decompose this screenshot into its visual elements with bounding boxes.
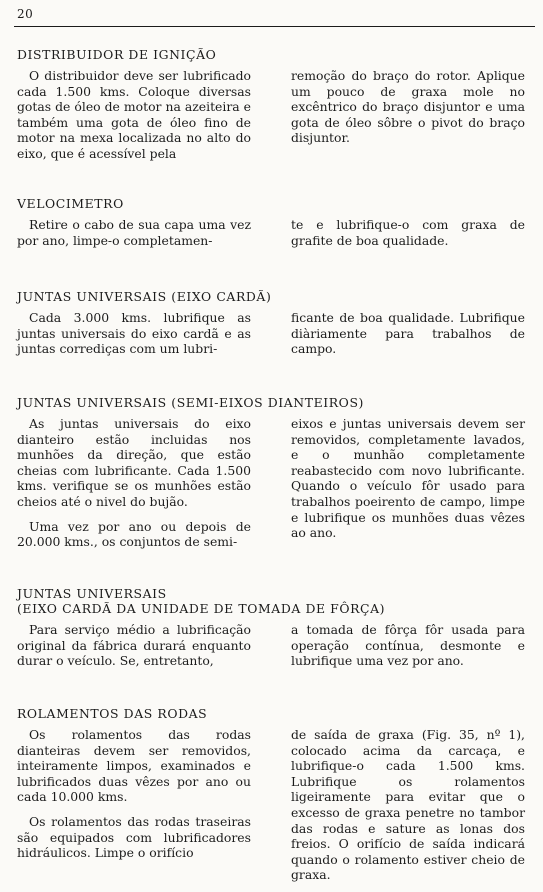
section-title: JUNTAS UNIVERSAIS (SEMI-EIXOS DIANTEIROS) (17, 395, 364, 410)
right-column (291, 310, 525, 366)
paragraph: Retire o cabo de sua capa uma vez por ano, limpe-o completamen- (17, 217, 251, 248)
right-column (291, 68, 525, 171)
left-column (17, 310, 251, 366)
right-column (291, 622, 525, 678)
section-title: ROLAMENTOS DAS RODAS (17, 706, 208, 721)
paragraph: O distribuidor deve ser lubrificado cada 1.500 kms. Coloque diversas gotas de óleo de motor na azeiteira e também uma gota de óleo fino de motor na mexa localizada no alto do eixo, que é acessível pela (17, 68, 251, 161)
paragraph: de saída de graxa (Fig. 35, nº 1), colocado acima da carcaça, e lubrifique-o cada 1.500 kms. Lubrifique os rolamentos ligeiramente para evitar que o excesso de graxa penetre no tambor das rodas e sature as lonas dos freios. O orifício de saída indicará quando o rolamento estiver cheio de graxa. (291, 727, 525, 883)
section-juntas-tomada-forca (17, 586, 525, 678)
top-rule (14, 26, 535, 27)
section-title: DISTRIBUIDOR DE IGNIÇÃO (17, 47, 217, 62)
section-title: JUNTAS UNIVERSAIS (EIXO CARDÃ) (17, 289, 272, 304)
paragraph: te e lubrifique-o com graxa de grafite de boa qualidade. (291, 217, 525, 248)
section-title: VELOCIMETRO (17, 196, 124, 211)
section-rolamentos-rodas (17, 706, 525, 892)
paragraph: Os rolamentos das rodas dianteiras devem ser removidos, inteiramente limpos, examinados e lubrificados duas vêzes por ano ou cada 10.000 kms. (17, 727, 251, 805)
left-column (17, 68, 251, 171)
paragraph: As juntas universais do eixo dianteiro estão incluidas nos munhões da direção, que estão cheias com lubrificante. Cada 1.500 kms. verifique se os munhões estão cheios até o nivel do bujão. (17, 416, 251, 509)
left-column (17, 217, 251, 257)
section-juntas-cardan (17, 289, 525, 366)
left-column (17, 416, 251, 559)
page-number: 20 (17, 7, 34, 21)
section-velocimetro (17, 196, 525, 257)
paragraph: eixos e juntas universais devem ser removidos, completamente lavados, e o munhão completamente reabastecido com novo lubrificante. Quando o veículo fôr usado para trabalhos poeirento de campo, limpe e lubrifique os munhões duas vêzes ao ano. (291, 416, 525, 541)
paragraph: Cada 3.000 kms. lubrifique as juntas universais do eixo cardã e as juntas corrediças com um lubri- (17, 310, 251, 357)
paragraph: Os rolamentos das rodas traseiras são equipados com lubrificadores hidráulicos. Limpe o orifício (17, 813, 251, 861)
section-juntas-semi-eixos (17, 395, 525, 559)
left-column (17, 622, 251, 678)
paragraph: ficante de boa qualidade. Lubrifique diàriamente para trabalhos de campo. (291, 310, 525, 357)
paragraph: Para serviço médio a lubrificação original da fábrica durará enquanto durar o veículo. Se, entretanto, (17, 622, 251, 669)
right-column (291, 217, 525, 257)
section-distribuidor (17, 47, 525, 171)
right-column (291, 416, 525, 559)
right-column (291, 727, 525, 892)
paragraph: a tomada de fôrça fôr usada para operação contínua, desmonte e lubrifique uma vez por ano. (291, 622, 525, 669)
paragraph: remoção do braço do rotor. Aplique um pouco de graxa mole no excêntrico do braço disjuntor e uma gota de óleo sôbre o pivot do braço disjuntor. (291, 68, 525, 146)
left-column (17, 727, 251, 892)
section-subtitle: (EIXO CARDÃ DA UNIDADE DE TOMADA DE FÔRÇA) (17, 601, 386, 616)
section-title: JUNTAS UNIVERSAIS (17, 586, 167, 601)
paragraph: Uma vez por ano ou depois de 20.000 kms., os conjuntos de semi- (17, 518, 251, 550)
